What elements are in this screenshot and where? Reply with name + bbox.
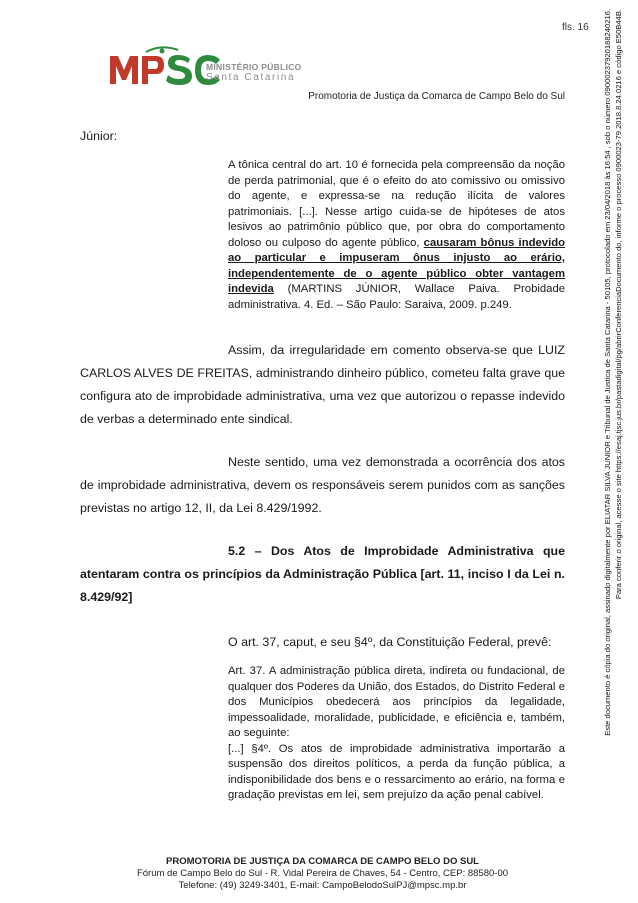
document-body: [80, 125, 565, 804]
block-quote-art37-para4: [...] §4º. Os atos de improbidade administrativa importarão a suspensão dos direitos políticos, a perda da função pública, a indisponibilidade dos bens e o ressarcimento ao erário, na forma e gradação previstas em lei, sem prejuízo da ação penal cabível.: [228, 742, 565, 801]
footer-title: PROMOTORIA DE JUSTIÇA DA COMARCA DE CAMPO BELO DO SUL: [166, 856, 479, 867]
quote1-text: A tônica central do art. 10 é fornecida pela compreensão da noção de perda patrimonial, que é o efeito do ato comissivo ou omissivo do agente, e expressa-se na redução ilícita de valores patrimoniais. [...]. Nesse artigo cuida-se de hipóteses de atos lesivos ao patrimônio público que, por obra do comportamento doloso ou culposo do agente público,: [228, 159, 565, 249]
block-quote-art37: Art. 37. A administração pública direta, indireta ou fundacional, de qualquer dos Poderes da União, dos Estados, do Distrito Federal e dos Municípios obedecerá aos princípios da legalidade, impessoalidade, moralidade, publicidade, e eficiência e, também, ao seguinte:: [228, 665, 565, 739]
header-subtitle: Promotoria de Justiça da Comarca de Campo Belo do Sul: [308, 91, 565, 102]
mpsc-logo: [106, 44, 306, 92]
paragraph-assim: Assim, da irregularidade em comento observa-se que LUIZ CARLOS ALVES DE FREITAS, administrando dinheiro público, cometeu falta grave que configura ato de improbidade administrativa, uma vez que autorizou o repasse indevido de verbas a determinado ente sindical.: [80, 343, 565, 426]
paragraph-art37: O art. 37, caput, e seu §4º, da Constituição Federal, prevê:: [228, 635, 552, 649]
page-number: fls. 16: [562, 22, 589, 33]
quote1-emphasis: causaram bônus indevido ao particular e impuseram ônus injusto ao erário, independentemente de o agente público obter vantagem indevida: [228, 236, 566, 295]
verification-line2: Para conferir o original, acesse o site https://esaj.tjsc.jus.br/pastadigital/pg/abrirConferenciaDocumento.do, informe o processo 0900023-79.2018.8.24.0216 e código E50B44B.: [614, 9, 623, 600]
page-footer: [80, 856, 565, 892]
footer-address: Fórum de Campo Belo do Sul - R. Vidal Pereira de Chaves, 54 - Centro, CEP: 88580-00: [136, 868, 509, 879]
logo-line1: MINISTÉRIO PÚBLICO: [206, 62, 302, 72]
paragraph-junior: Júnior:: [80, 129, 118, 143]
paragraph-neste: Neste sentido, uma vez demonstrada a ocorrência dos atos de improbidade administrativa, devem os responsáveis serem punidos com as sanções previstas no artigo 12, II, da Lei 8.429/1992.: [80, 455, 565, 515]
section-heading: 5.2 – Dos Atos de Improbidade Administrativa que atentaram contra os princípios da Administração Pública [art. 11, inciso I da Lei n. 8.429/92]: [80, 544, 565, 604]
quote1-citation: (MARTINS JÚNIOR, Wallace Paiva. Probidade administrativa. 4. Ed. – São Paulo: Saraiva, 2009. p.249.: [228, 283, 566, 311]
verification-line1: Este documento é cópia do original, assinado digitalmente por ELIATAR SILVA JUNIOR e Tribunal de Justica de Santa Catarina - 50105, protocolado em 23/04/2018 às 16:54 , sob o número 09000237920188240216.: [603, 9, 612, 736]
footer-contact: Telefone: (49) 3249-3401, E-mail: CampoBelodoSulPJ@mpsc.mp.br: [178, 880, 467, 891]
verification-sidebar: [602, 5, 632, 898]
block-quote-martins: [228, 158, 565, 313]
logo-line2: Santa Catarina: [206, 72, 296, 83]
